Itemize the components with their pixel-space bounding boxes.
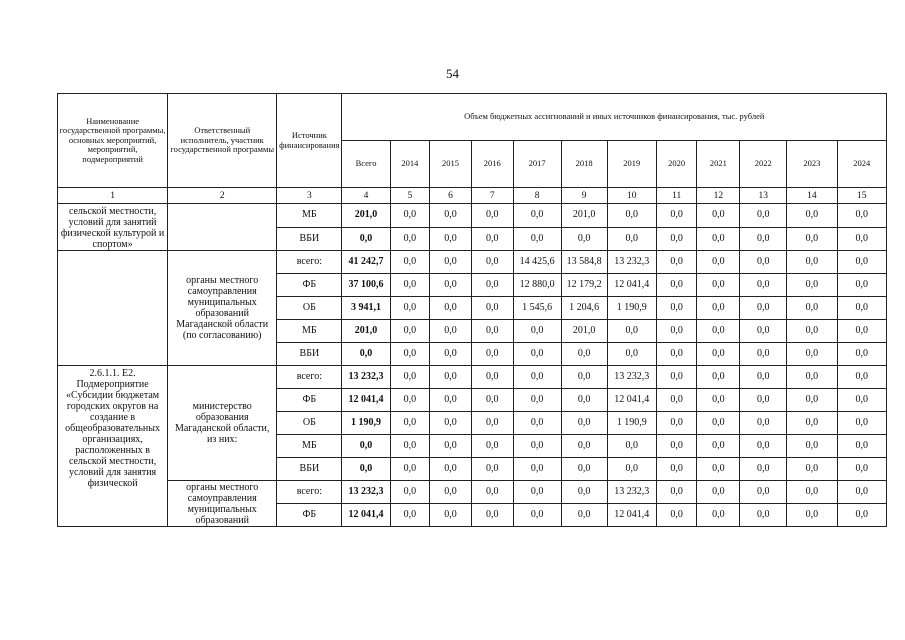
year-value-cell: 0,0 [787,412,837,435]
total-cell: 0,0 [342,435,390,458]
year-value-cell: 0,0 [656,504,697,527]
year-value-cell: 0,0 [471,366,513,389]
column-number: 3 [277,188,342,204]
year-value-cell: 0,0 [656,366,697,389]
year-value-cell: 0,0 [471,251,513,274]
year-value-cell: 0,0 [837,274,886,297]
year-value-cell: 0,0 [471,204,513,228]
funding-source-cell: ВБИ [277,227,342,251]
column-number: 8 [513,188,561,204]
column-number: 10 [607,188,656,204]
year-value-cell: 0,0 [740,251,787,274]
year-value-cell: 0,0 [837,389,886,412]
funding-source-cell: ВБИ [277,458,342,481]
year-value-cell: 1 190,9 [607,412,656,435]
funding-source-cell: ОБ [277,297,342,320]
table-row [58,204,887,228]
year-value-cell: 1 190,9 [607,297,656,320]
funding-source-cell: МБ [277,320,342,343]
year-value-cell: 12 041,4 [607,274,656,297]
table-header [58,94,887,204]
column-number: 14 [787,188,837,204]
funding-source-cell: ФБ [277,274,342,297]
year-value-cell: 0,0 [837,251,886,274]
column-number: 2 [168,188,277,204]
year-value-cell: 0,0 [430,481,472,504]
year-value-cell: 0,0 [740,481,787,504]
year-value-cell: 12 041,4 [607,504,656,527]
total-cell: 12 041,4 [342,389,390,412]
year-value-cell: 0,0 [607,227,656,251]
year-value-cell: 0,0 [697,366,740,389]
year-value-cell: 0,0 [471,227,513,251]
total-cell: 0,0 [342,227,390,251]
year-value-cell: 0,0 [390,458,430,481]
year-value-cell: 0,0 [837,343,886,366]
year-value-cell: 0,0 [740,274,787,297]
year-value-cell: 0,0 [740,504,787,527]
year-value-cell: 0,0 [390,366,430,389]
block2-executor-a: министерство образования Магаданской области, из них: [168,366,277,481]
column-number: 5 [390,188,430,204]
year-value-cell: 0,0 [513,435,561,458]
year-value-cell: 0,0 [740,458,787,481]
header-year: 2020 [656,141,697,188]
year-value-cell: 0,0 [740,343,787,366]
header-funding-source: Источник финансирования [277,94,342,188]
year-value-cell: 0,0 [390,389,430,412]
year-value-cell: 0,0 [837,366,886,389]
year-value-cell: 0,0 [787,204,837,228]
total-cell: 41 242,7 [342,251,390,274]
total-cell: 201,0 [342,320,390,343]
year-value-cell: 0,0 [430,389,472,412]
year-value-cell: 13 232,3 [607,366,656,389]
header-year: 2018 [561,141,607,188]
year-value-cell: 0,0 [607,435,656,458]
year-value-cell: 0,0 [787,297,837,320]
year-value-cell: 0,0 [390,481,430,504]
year-value-cell: 0,0 [787,320,837,343]
year-value-cell: 0,0 [471,320,513,343]
funding-source-cell: ФБ [277,389,342,412]
year-value-cell: 0,0 [390,343,430,366]
funding-source-cell: МБ [277,435,342,458]
header-year: 2024 [837,141,886,188]
year-value-cell: 0,0 [513,389,561,412]
year-value-cell: 0,0 [471,343,513,366]
year-value-cell: 0,0 [390,412,430,435]
year-value-cell: 0,0 [837,227,886,251]
year-value-cell: 0,0 [837,504,886,527]
year-value-cell: 13 584,8 [561,251,607,274]
column-number: 12 [697,188,740,204]
year-value-cell: 0,0 [561,366,607,389]
year-value-cell: 0,0 [697,320,740,343]
header-year: 2015 [430,141,472,188]
year-value-cell: 0,0 [697,504,740,527]
year-value-cell: 0,0 [787,366,837,389]
funding-source-cell: всего: [277,481,342,504]
year-value-cell: 0,0 [740,366,787,389]
year-value-cell: 13 232,3 [607,251,656,274]
year-value-cell: 0,0 [471,458,513,481]
total-cell: 13 232,3 [342,481,390,504]
year-value-cell: 0,0 [787,435,837,458]
total-cell: 37 100,6 [342,274,390,297]
column-number: 9 [561,188,607,204]
year-value-cell: 0,0 [740,320,787,343]
funding-source-cell: ФБ [277,504,342,527]
total-cell: 0,0 [342,343,390,366]
column-number: 11 [656,188,697,204]
year-value-cell: 12 880,0 [513,274,561,297]
header-program-name: Наименование государственной программы, основных мероприятий, мероприятий, подмероприятий [58,94,168,188]
year-value-cell: 0,0 [740,435,787,458]
year-value-cell: 0,0 [697,343,740,366]
year-value-cell: 0,0 [430,204,472,228]
year-value-cell: 0,0 [430,274,472,297]
year-value-cell: 0,0 [471,389,513,412]
year-value-cell: 0,0 [656,251,697,274]
year-value-cell: 0,0 [656,274,697,297]
year-value-cell: 0,0 [513,481,561,504]
year-value-cell: 0,0 [561,227,607,251]
year-value-cell: 0,0 [837,320,886,343]
year-value-cell: 0,0 [430,504,472,527]
total-cell: 12 041,4 [342,504,390,527]
year-value-cell: 0,0 [697,435,740,458]
column-number: 6 [430,188,472,204]
year-value-cell: 0,0 [561,504,607,527]
year-value-cell: 0,0 [390,227,430,251]
year-value-cell: 0,0 [740,389,787,412]
year-value-cell: 0,0 [471,274,513,297]
year-value-cell: 0,0 [837,204,886,228]
year-value-cell: 0,0 [740,297,787,320]
total-cell: 201,0 [342,204,390,228]
year-value-cell: 0,0 [697,458,740,481]
year-value-cell: 0,0 [430,297,472,320]
year-value-cell: 0,0 [471,481,513,504]
year-value-cell: 0,0 [656,343,697,366]
year-value-cell: 0,0 [513,366,561,389]
year-value-cell: 0,0 [430,251,472,274]
year-value-cell: 0,0 [607,320,656,343]
year-value-cell: 0,0 [471,297,513,320]
year-value-cell: 12 179,2 [561,274,607,297]
year-value-cell: 0,0 [513,204,561,228]
year-value-cell: 0,0 [656,389,697,412]
year-value-cell: 0,0 [430,458,472,481]
year-value-cell: 1 204,6 [561,297,607,320]
year-value-cell: 0,0 [390,274,430,297]
year-value-cell: 0,0 [430,227,472,251]
header-year: 2014 [390,141,430,188]
year-value-cell: 0,0 [697,274,740,297]
year-value-cell: 0,0 [697,412,740,435]
year-value-cell: 0,0 [430,366,472,389]
year-value-cell: 0,0 [561,343,607,366]
table-row [58,251,887,274]
year-value-cell: 0,0 [787,458,837,481]
year-value-cell: 0,0 [697,481,740,504]
funding-source-cell: всего: [277,251,342,274]
year-value-cell: 0,0 [607,204,656,228]
year-value-cell: 0,0 [787,343,837,366]
header-total: Всего [342,141,390,188]
year-value-cell: 0,0 [561,412,607,435]
year-value-cell: 0,0 [787,274,837,297]
year-value-cell: 0,0 [390,204,430,228]
column-number: 1 [58,188,168,204]
year-value-cell: 0,0 [787,227,837,251]
year-value-cell: 201,0 [561,320,607,343]
header-year: 2022 [740,141,787,188]
year-value-cell: 0,0 [697,389,740,412]
block1-name-continued [58,251,168,366]
year-value-cell: 0,0 [740,227,787,251]
year-value-cell: 0,0 [513,343,561,366]
year-value-cell: 201,0 [561,204,607,228]
year-value-cell: 0,0 [740,204,787,228]
year-value-cell: 0,0 [471,435,513,458]
year-value-cell: 0,0 [697,204,740,228]
year-value-cell: 0,0 [697,297,740,320]
year-value-cell: 0,0 [787,504,837,527]
year-value-cell: 0,0 [787,251,837,274]
year-value-cell: 0,0 [697,227,740,251]
total-cell: 3 941,1 [342,297,390,320]
budget-table [57,93,887,527]
column-number: 4 [342,188,390,204]
year-value-cell: 0,0 [787,389,837,412]
funding-source-cell: МБ [277,204,342,228]
header-budget-volume: Объем бюджетных ассигнований и иных источников финансирования, тыс. рублей [342,94,887,141]
year-value-cell: 0,0 [390,504,430,527]
year-value-cell: 0,0 [656,458,697,481]
header-year: 2017 [513,141,561,188]
year-value-cell: 0,0 [561,458,607,481]
header-year: 2016 [471,141,513,188]
year-value-cell: 0,0 [656,481,697,504]
year-value-cell: 0,0 [837,458,886,481]
year-value-cell: 0,0 [656,435,697,458]
year-value-cell: 0,0 [607,343,656,366]
block1-program-name: сельской местности, условий для занятий физической культурой и спортом» [58,204,168,251]
year-value-cell: 0,0 [430,343,472,366]
year-value-cell: 0,0 [430,435,472,458]
year-value-cell: 0,0 [837,412,886,435]
year-value-cell: 0,0 [513,458,561,481]
year-value-cell: 0,0 [561,435,607,458]
year-value-cell: 0,0 [656,204,697,228]
year-value-cell: 13 232,3 [607,481,656,504]
column-numbers-row [58,188,887,204]
column-number: 13 [740,188,787,204]
total-cell: 1 190,9 [342,412,390,435]
block2-program-name: 2.6.1.1. E2. Подмероприятие «Субсидии бюджетам городских округов на создание в общеобразовательных организациях, расположенных в сельской местности, условий для занятия физической [58,366,168,527]
year-value-cell: 0,0 [561,481,607,504]
funding-source-cell: ВБИ [277,343,342,366]
total-cell: 0,0 [342,458,390,481]
year-value-cell: 0,0 [471,412,513,435]
year-value-cell: 0,0 [430,412,472,435]
page-number: 54 [446,66,459,81]
column-number: 7 [471,188,513,204]
year-value-cell: 12 041,4 [607,389,656,412]
year-value-cell: 1 545,6 [513,297,561,320]
header-year: 2023 [787,141,837,188]
year-value-cell: 0,0 [390,251,430,274]
year-value-cell: 0,0 [656,320,697,343]
column-number: 15 [837,188,886,204]
year-value-cell: 0,0 [837,435,886,458]
header-executor: Ответственный исполнитель, участник государственной программы [168,94,277,188]
year-value-cell: 0,0 [740,412,787,435]
year-value-cell: 0,0 [837,297,886,320]
total-cell: 13 232,3 [342,366,390,389]
year-value-cell: 0,0 [513,320,561,343]
year-value-cell: 0,0 [561,389,607,412]
year-value-cell: 0,0 [656,412,697,435]
block1-executor-a [168,204,277,251]
year-value-cell: 0,0 [513,412,561,435]
year-value-cell: 0,0 [390,297,430,320]
year-value-cell: 0,0 [656,227,697,251]
header-year: 2021 [697,141,740,188]
funding-source-cell: ОБ [277,412,342,435]
block2-executor-b: органы местного самоуправления муниципальных образований [168,481,277,527]
year-value-cell: 0,0 [607,458,656,481]
year-value-cell: 0,0 [837,481,886,504]
table-row [58,366,887,389]
year-value-cell: 0,0 [513,227,561,251]
block1-executor-b: органы местного самоуправления муниципальных образований Магаданской области (по согласованию) [168,251,277,366]
funding-source-cell: всего: [277,366,342,389]
year-value-cell: 0,0 [787,481,837,504]
table-row [58,481,887,504]
year-value-cell: 0,0 [471,504,513,527]
year-value-cell: 0,0 [513,504,561,527]
year-value-cell: 0,0 [390,320,430,343]
year-value-cell: 0,0 [697,251,740,274]
header-year: 2019 [607,141,656,188]
year-value-cell: 0,0 [390,435,430,458]
year-value-cell: 0,0 [430,320,472,343]
year-value-cell: 14 425,6 [513,251,561,274]
year-value-cell: 0,0 [656,297,697,320]
